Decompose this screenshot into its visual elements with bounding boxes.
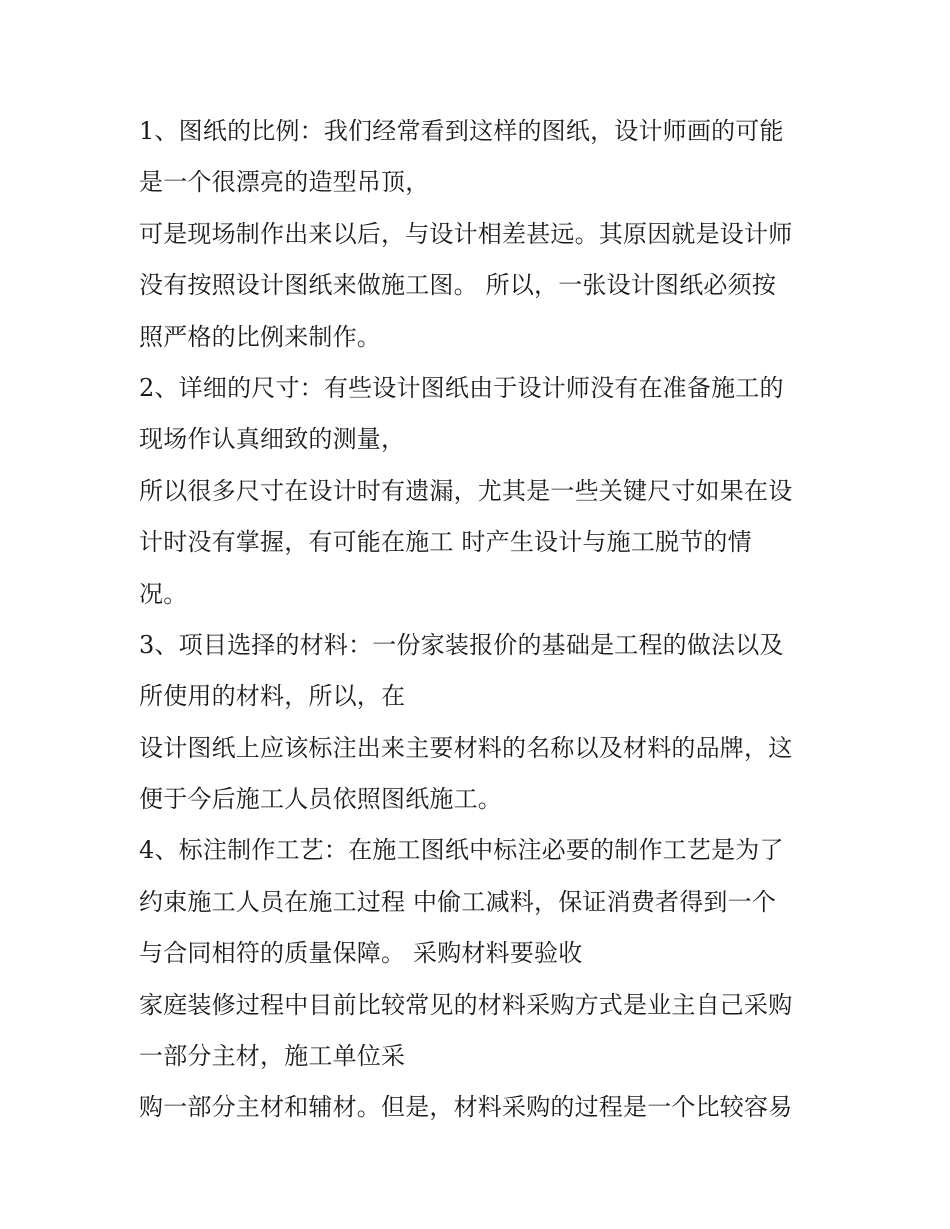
text-line: 1、图纸的比例：我们经常看到这样的图纸，设计师画的可能	[139, 117, 784, 145]
text-line: 照严格的比例来制作。	[139, 322, 381, 351]
text-line: 4、标注制作工艺：在施工图纸中标注必要的制作工艺是为了	[139, 836, 784, 865]
document-body	[139, 106, 839, 1134]
text-line: 购一部分主材和辅材。但是，材料采购的过程是一个比较容易	[139, 1093, 793, 1122]
text-line: 是一个很漂亮的造型吊顶，	[139, 168, 430, 197]
text-line: 可是现场制作出来以后，与设计相差甚远。其原因就是设计师	[139, 219, 793, 248]
text-line: 一部分主材，施工单位采	[139, 1042, 406, 1071]
text-line: 没有按照设计图纸来做施工图。 所以，一张设计图纸必须按	[139, 271, 777, 300]
text-line: 设计图纸上应该标注出来主要材料的名称以及材料的品牌，这	[139, 733, 793, 762]
text-line: 与合同相符的质量保障。 采购材料要验收	[139, 939, 583, 968]
text-line: 所以很多尺寸在设计时有遗漏，尤其是一些关键尺寸如果在设	[139, 476, 793, 505]
text-line: 况。	[139, 579, 188, 608]
text-line: 2、详细的尺寸：有些设计图纸由于设计师没有在准备施工的	[139, 373, 784, 402]
text-line: 家庭装修过程中目前比较常见的材料采购方式是业主自己采购	[139, 990, 793, 1019]
text-line: 便于今后施工人员依照图纸施工。	[139, 785, 502, 814]
text-line: 所使用的材料，所以，在	[139, 682, 406, 711]
text-line: 计时没有掌握，有可能在施工 时产生设计与施工脱节的情	[139, 528, 752, 557]
text-line: 现场作认真细致的测量，	[139, 425, 406, 454]
text-line: 3、项目选择的材料：一份家装报价的基础是工程的做法以及	[139, 630, 784, 659]
text-line: 约束施工人员在施工过程 中偷工减料，保证消费者得到一个	[139, 887, 777, 916]
